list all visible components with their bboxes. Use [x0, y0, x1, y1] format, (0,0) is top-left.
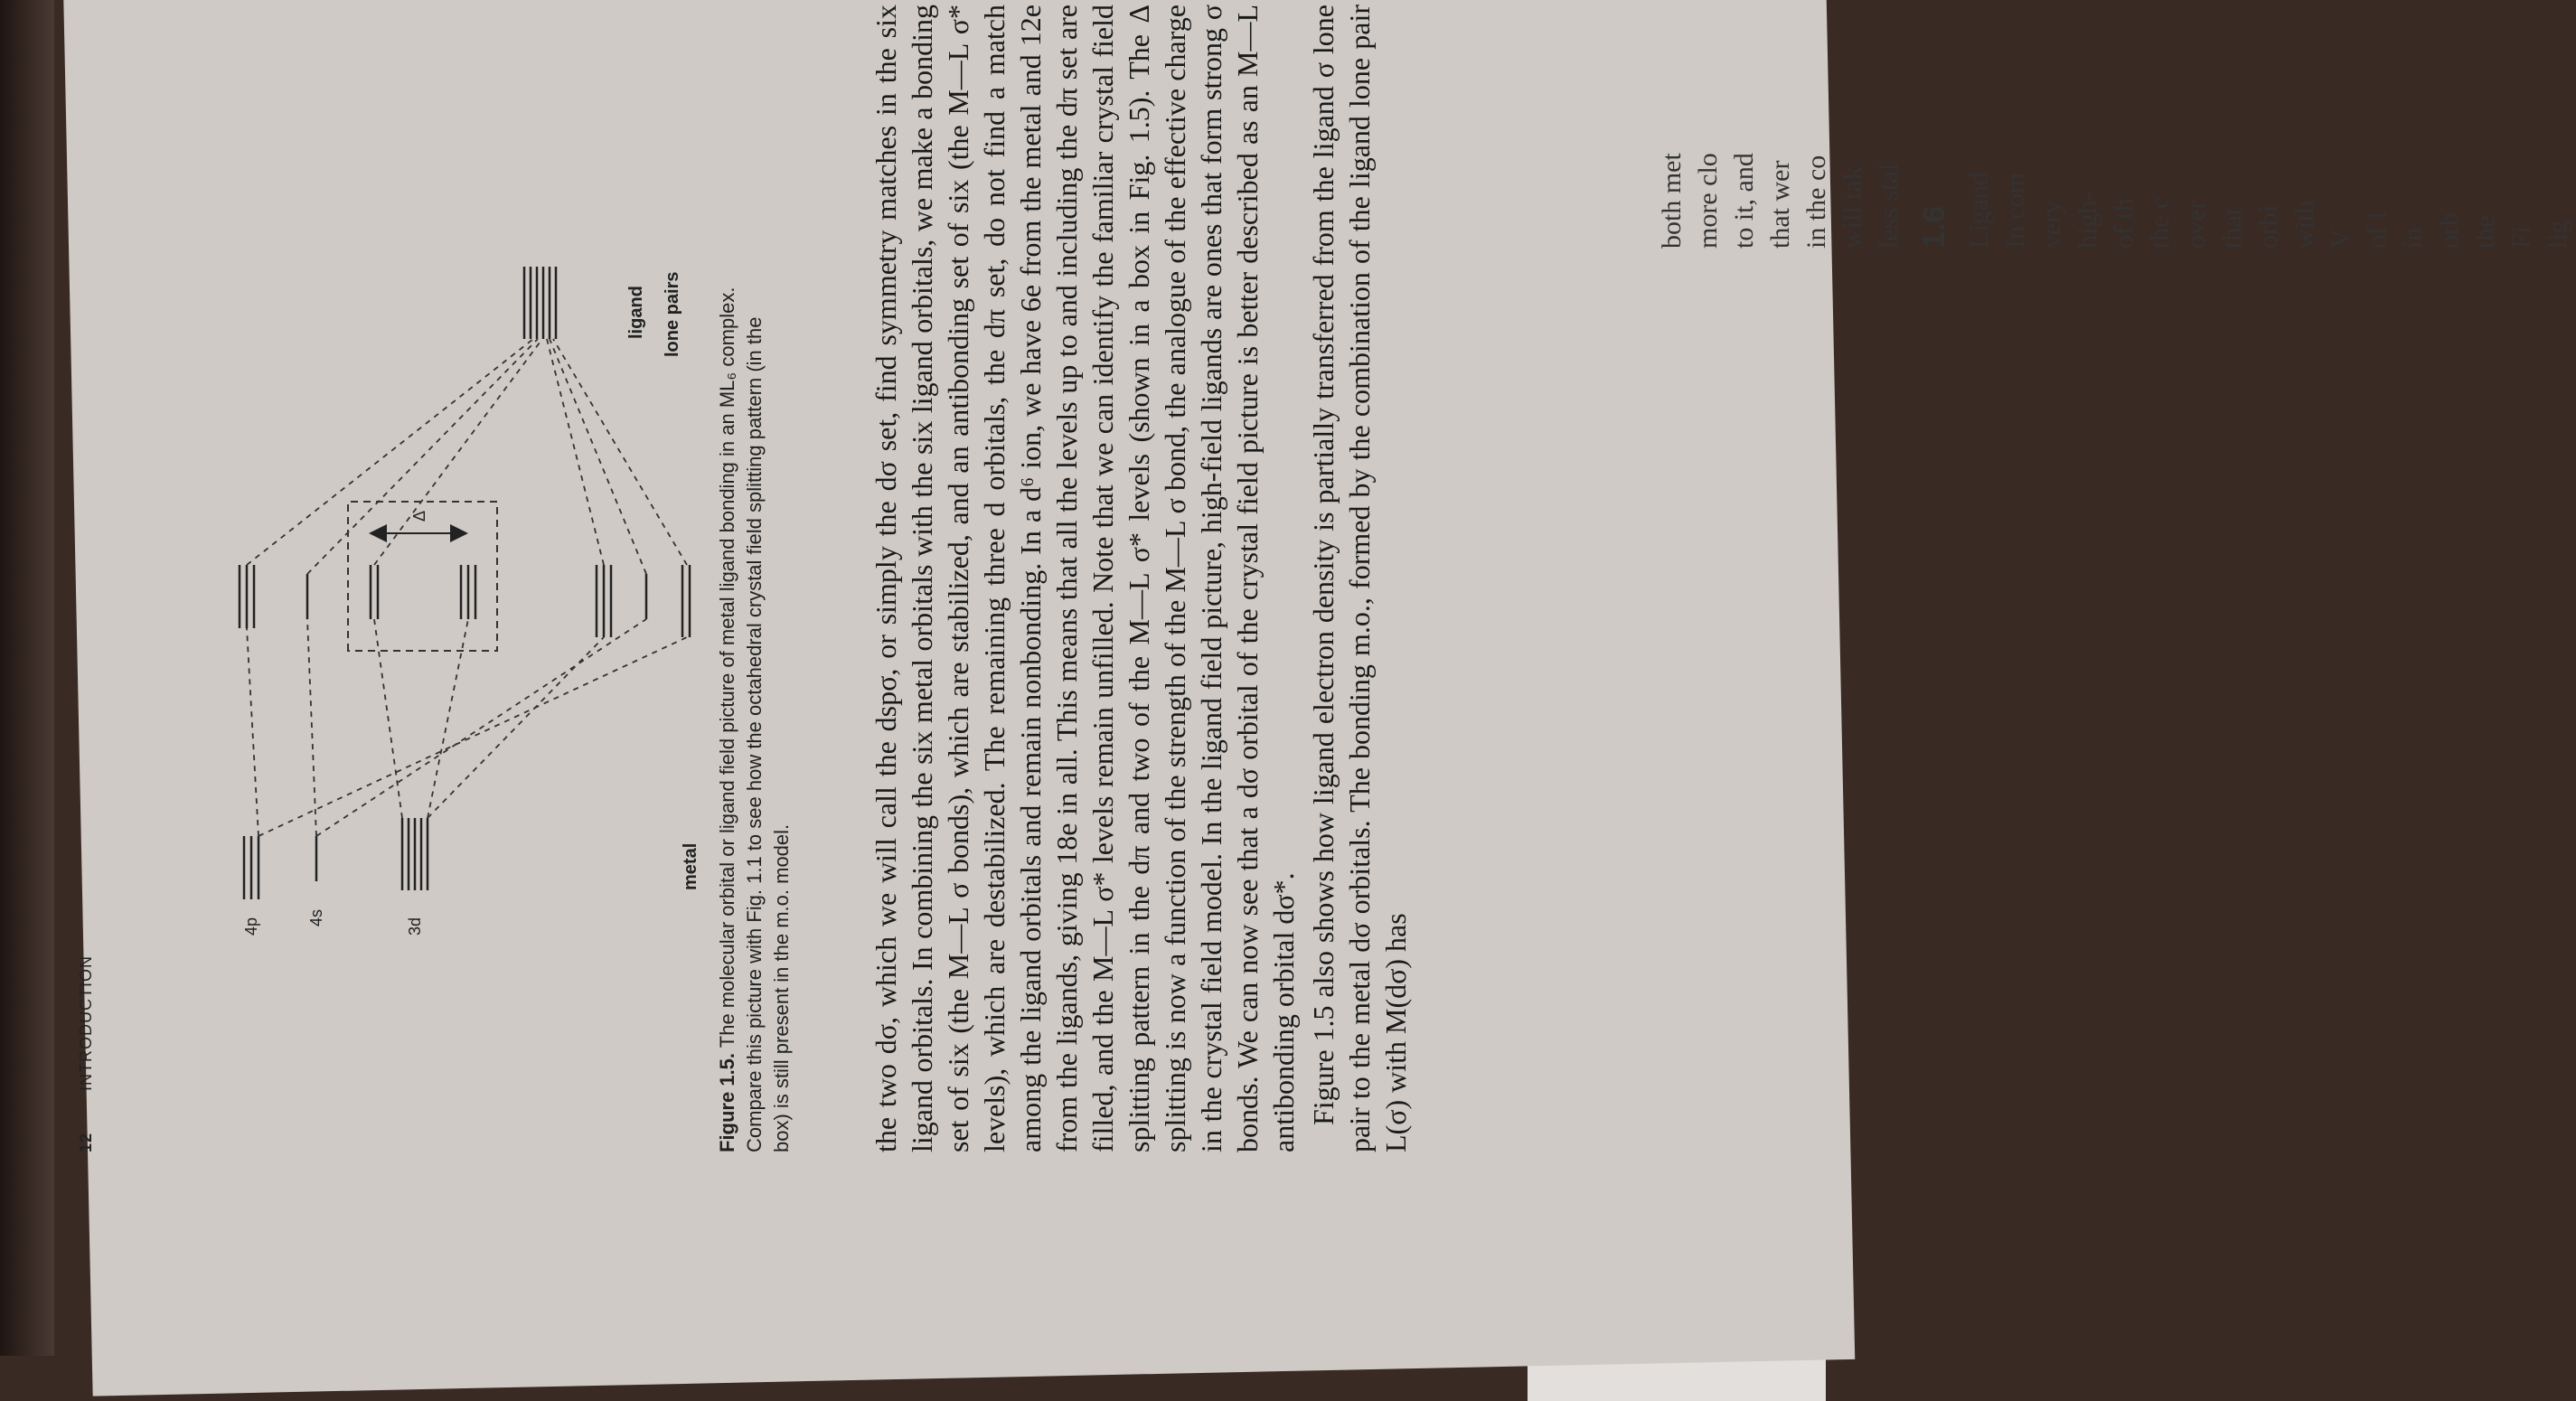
antibonding-levels: [240, 565, 307, 628]
crystal-field-levels: [371, 565, 475, 619]
facing-page-line: will tak: [1838, 166, 1867, 249]
label-metal: metal: [681, 842, 700, 890]
facing-page-line: very: [2036, 200, 2066, 249]
metal-3d-levels: [402, 818, 428, 890]
facing-page-line: In com: [2000, 172, 2030, 249]
facing-page-line: orbi: [2253, 204, 2283, 249]
facing-page-line: that wer: [1765, 160, 1795, 249]
facing-page-line: to it, and: [1729, 153, 1759, 249]
facing-page-line: V: [2326, 229, 2355, 249]
page-content: [0, 5, 2572, 1396]
facing-page-line: both met: [1657, 153, 1687, 249]
correlation-lines: [247, 339, 687, 836]
figure-caption-label: Figure 1.5.: [716, 1052, 738, 1152]
facing-page-line: over: [2181, 200, 2211, 249]
facing-page-line: of th: [2109, 198, 2139, 249]
facing-page-section-number: 1.6: [1917, 205, 1951, 249]
metal-4p-levels: [244, 836, 259, 899]
label-4p: 4p: [242, 917, 260, 936]
facing-page-text: [1654, 0, 2576, 249]
facing-page-line: high-: [2073, 191, 2102, 249]
facing-page-line: in the co: [1801, 155, 1831, 249]
facing-page-line: more clo: [1693, 153, 1723, 249]
facing-page-line: Ligand: [1964, 172, 1994, 249]
page-number: 12: [77, 1132, 95, 1152]
facing-page-line: the c: [2145, 196, 2175, 249]
body-text: [868, 5, 1414, 1152]
ligand-lone-pair-levels: [524, 267, 556, 339]
label-lone-pairs: lone pairs: [663, 271, 682, 357]
label-ligand: ligand: [626, 286, 646, 339]
facing-page-line: Fi: [2506, 225, 2536, 249]
running-head-title: INTRODUCTION: [77, 954, 95, 1091]
facing-page-line: with: [2289, 200, 2319, 249]
facing-page-line: in: [2398, 227, 2428, 249]
label-3d: 3d: [406, 917, 424, 936]
facing-page-line: of l: [2362, 212, 2392, 249]
paragraph: Figure 1.5 also shows how ligand electron density is partially transferred from the ligand σ lone pair to the metal dσ orbitals. The bonding m.o., formed by the combination of the ligand lone pair L(σ) with M(dσ) has: [1307, 5, 1412, 1152]
facing-page-line: the: [2470, 215, 2500, 249]
mo-diagram: [172, 149, 714, 963]
facing-page-line: orb: [2434, 212, 2464, 249]
facing-page-line: lig: [2543, 220, 2572, 249]
facing-page-line: that: [2217, 208, 2247, 249]
running-head: [77, 955, 96, 1152]
figure-caption-text: The molecular orbital or ligand field picture of metal ligand bonding in an ML₆ complex. Compare this picture with Fig. 1.1 to see how the octahedral crystal field splitting pattern (in the box) is still present in the m.o. model.: [716, 287, 793, 1152]
delta-label: Δ: [410, 510, 428, 522]
label-4s: 4s: [307, 908, 325, 926]
bonding-levels: [597, 565, 690, 637]
figure-caption: [714, 285, 795, 1152]
facing-page-line: less stal: [1874, 163, 1904, 249]
paragraph: the two dσ, which we will call the dspσ, or simply the dσ set, find symmetry matches in the six ligand orbitals. In combining the six metal orbitals with the six ligand orbitals, we make a bonding set of six (the M—L σ bonds), which are stabilized, and an antibonding set of six (the M—L σ* levels), which are destabilized. The remaining three d orbitals, the dπ set, do not find a match among the ligand orbitals and remain nonbonding. In a d⁶ ion, we have 6e from the metal and 12e from the ligands, giving 18e in all. This means that all the levels up to and including the dπ set are filled, and the M—L σ* levels remain unfilled. Note that we can identify the familiar crystal field splitting pattern in the dπ and two of the M—L σ* levels (shown in a box in Fig. 1.5). The Δ splitting is now a function of the strength of the M—L σ bond, the analogue of the effective charge in the crystal field model. In the ligand field picture, high-field ligands are ones that form strong σ bonds. We can now see that a dσ orbital of the crystal field picture is better described as an M—L antibonding orbital dσ*.: [870, 5, 1300, 1152]
